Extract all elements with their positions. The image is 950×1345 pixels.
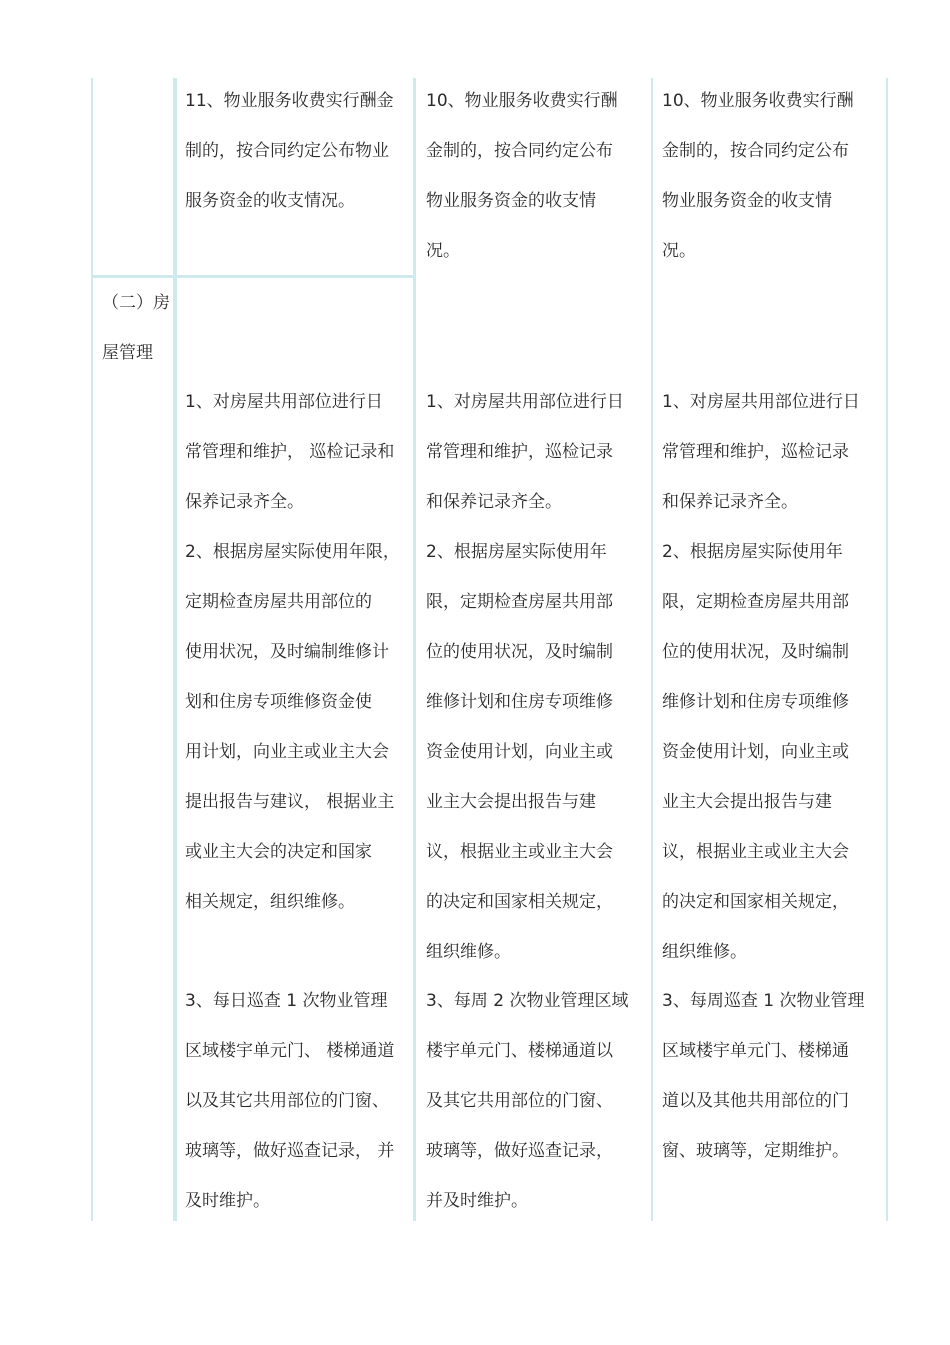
text-line: 组织维修。 <box>426 942 511 962</box>
text-line: 保养记录齐全。 <box>185 492 304 512</box>
text-line: 和保养记录齐全。 <box>426 492 562 512</box>
text-line: （二）房 <box>102 293 170 313</box>
text-line: 限，定期检查房屋共用部 <box>426 592 613 612</box>
text-line: 窗、玻璃等，定期维护。 <box>662 1141 849 1161</box>
text-line: 金制的，按合同约定公布 <box>662 141 849 161</box>
text-line: 屋管理 <box>102 343 153 363</box>
text-line: 使用状况，及时编制维修计 <box>185 642 389 662</box>
text-line: 业主大会提出报告与建 <box>662 792 832 812</box>
text-line: 况。 <box>662 241 696 261</box>
table-border-left <box>91 78 93 1221</box>
section-label <box>102 278 170 378</box>
text-line: 业主大会提出报告与建 <box>426 792 596 812</box>
text-line: 金制的，按合同约定公布 <box>426 141 613 161</box>
text-line: 或业主大会的决定和国家 <box>185 842 372 862</box>
text-line: 相关规定，组织维修。 <box>185 892 355 912</box>
text-line: 常管理和维护，巡检记录 <box>662 442 849 462</box>
table-border-col3 <box>651 78 653 1221</box>
text-line: 和保养记录齐全。 <box>662 492 798 512</box>
text-line: 3、每日巡查 1 次物业管理 <box>185 991 388 1011</box>
item1-col-c <box>662 377 860 527</box>
text-line: 以及其它共用部位的门窗、 <box>185 1091 389 1111</box>
text-line: 道以及其他共用部位的门 <box>662 1091 849 1111</box>
item2-col-c <box>662 527 849 977</box>
text-line: 常管理和维护， 巡检记录和 <box>185 442 395 462</box>
text-line: 2、根据房屋实际使用年 <box>662 542 843 562</box>
text-line: 10、物业服务收费实行酬 <box>662 91 854 111</box>
text-line: 玻璃等，做好巡查记录， <box>426 1141 613 1161</box>
text-line: 玻璃等，做好巡查记录， 并 <box>185 1141 395 1161</box>
table-border-col2 <box>413 78 416 1221</box>
text-line: 位的使用状况，及时编制 <box>426 642 613 662</box>
text-line: 资金使用计划，向业主或 <box>426 742 613 762</box>
text-line: 区域楼宇单元门、 楼梯通道 <box>185 1041 395 1061</box>
text-line: 用计划，向业主或业主大会 <box>185 742 389 762</box>
text-line: 的决定和国家相关规定， <box>662 892 849 912</box>
text-line: 3、每周 2 次物业管理区域 <box>426 991 629 1011</box>
table-border-right <box>886 78 888 1221</box>
text-line: 制的，按合同约定公布物业 <box>185 141 389 161</box>
text-line: 限，定期检查房屋共用部 <box>662 592 849 612</box>
text-line: 物业服务资金的收支情 <box>426 191 596 211</box>
text-line: 及其它共用部位的门窗、 <box>426 1091 613 1111</box>
text-line: 提出报告与建议， 根据业主 <box>185 792 395 812</box>
item2-col-a <box>185 527 400 927</box>
text-line: 3、每周巡查 1 次物业管理 <box>662 991 865 1011</box>
top-row-col-b <box>426 76 618 276</box>
text-line: 并及时维护。 <box>426 1191 528 1211</box>
text-line: 划和住房专项维修资金使 <box>185 692 372 712</box>
text-line: 10、物业服务收费实行酬 <box>426 91 618 111</box>
text-line: 议，根据业主或业主大会 <box>426 842 613 862</box>
text-line: 维修计划和住房专项维修 <box>662 692 849 712</box>
text-line: 11、物业服务收费实行酬金 <box>185 91 394 111</box>
text-line: 服务资金的收支情况。 <box>185 191 355 211</box>
text-line: 常管理和维护，巡检记录 <box>426 442 613 462</box>
top-row-col-a <box>185 76 394 226</box>
item1-col-b <box>426 377 624 527</box>
text-line: 况。 <box>426 241 460 261</box>
item3-col-c <box>662 976 864 1176</box>
text-line: 物业服务资金的收支情 <box>662 191 832 211</box>
text-line: 组织维修。 <box>662 942 747 962</box>
text-line: 区域楼宇单元门、楼梯通 <box>662 1041 849 1061</box>
text-line: 资金使用计划，向业主或 <box>662 742 849 762</box>
text-line: 定期检查房屋共用部位的 <box>185 592 372 612</box>
text-line: 2、根据房屋实际使用年 <box>426 542 607 562</box>
item3-col-b <box>426 976 628 1226</box>
text-line: 及时维护。 <box>185 1191 270 1211</box>
text-line: 1、对房屋共用部位进行日 <box>426 392 624 412</box>
top-row-col-c <box>662 76 854 276</box>
table-border-col1 <box>173 78 177 1221</box>
text-line: 维修计划和住房专项维修 <box>426 692 613 712</box>
text-line: 议，根据业主或业主大会 <box>662 842 849 862</box>
text-line: 2、根据房屋实际使用年限， <box>185 542 400 562</box>
text-line: 楼宇单元门、楼梯通道以 <box>426 1041 613 1061</box>
item3-col-a <box>185 976 394 1226</box>
item2-col-b <box>426 527 613 977</box>
item1-col-a <box>185 377 394 527</box>
text-line: 1、对房屋共用部位进行日 <box>662 392 860 412</box>
text-line: 位的使用状况，及时编制 <box>662 642 849 662</box>
text-line: 的决定和国家相关规定， <box>426 892 613 912</box>
text-line: 1、对房屋共用部位进行日 <box>185 392 383 412</box>
